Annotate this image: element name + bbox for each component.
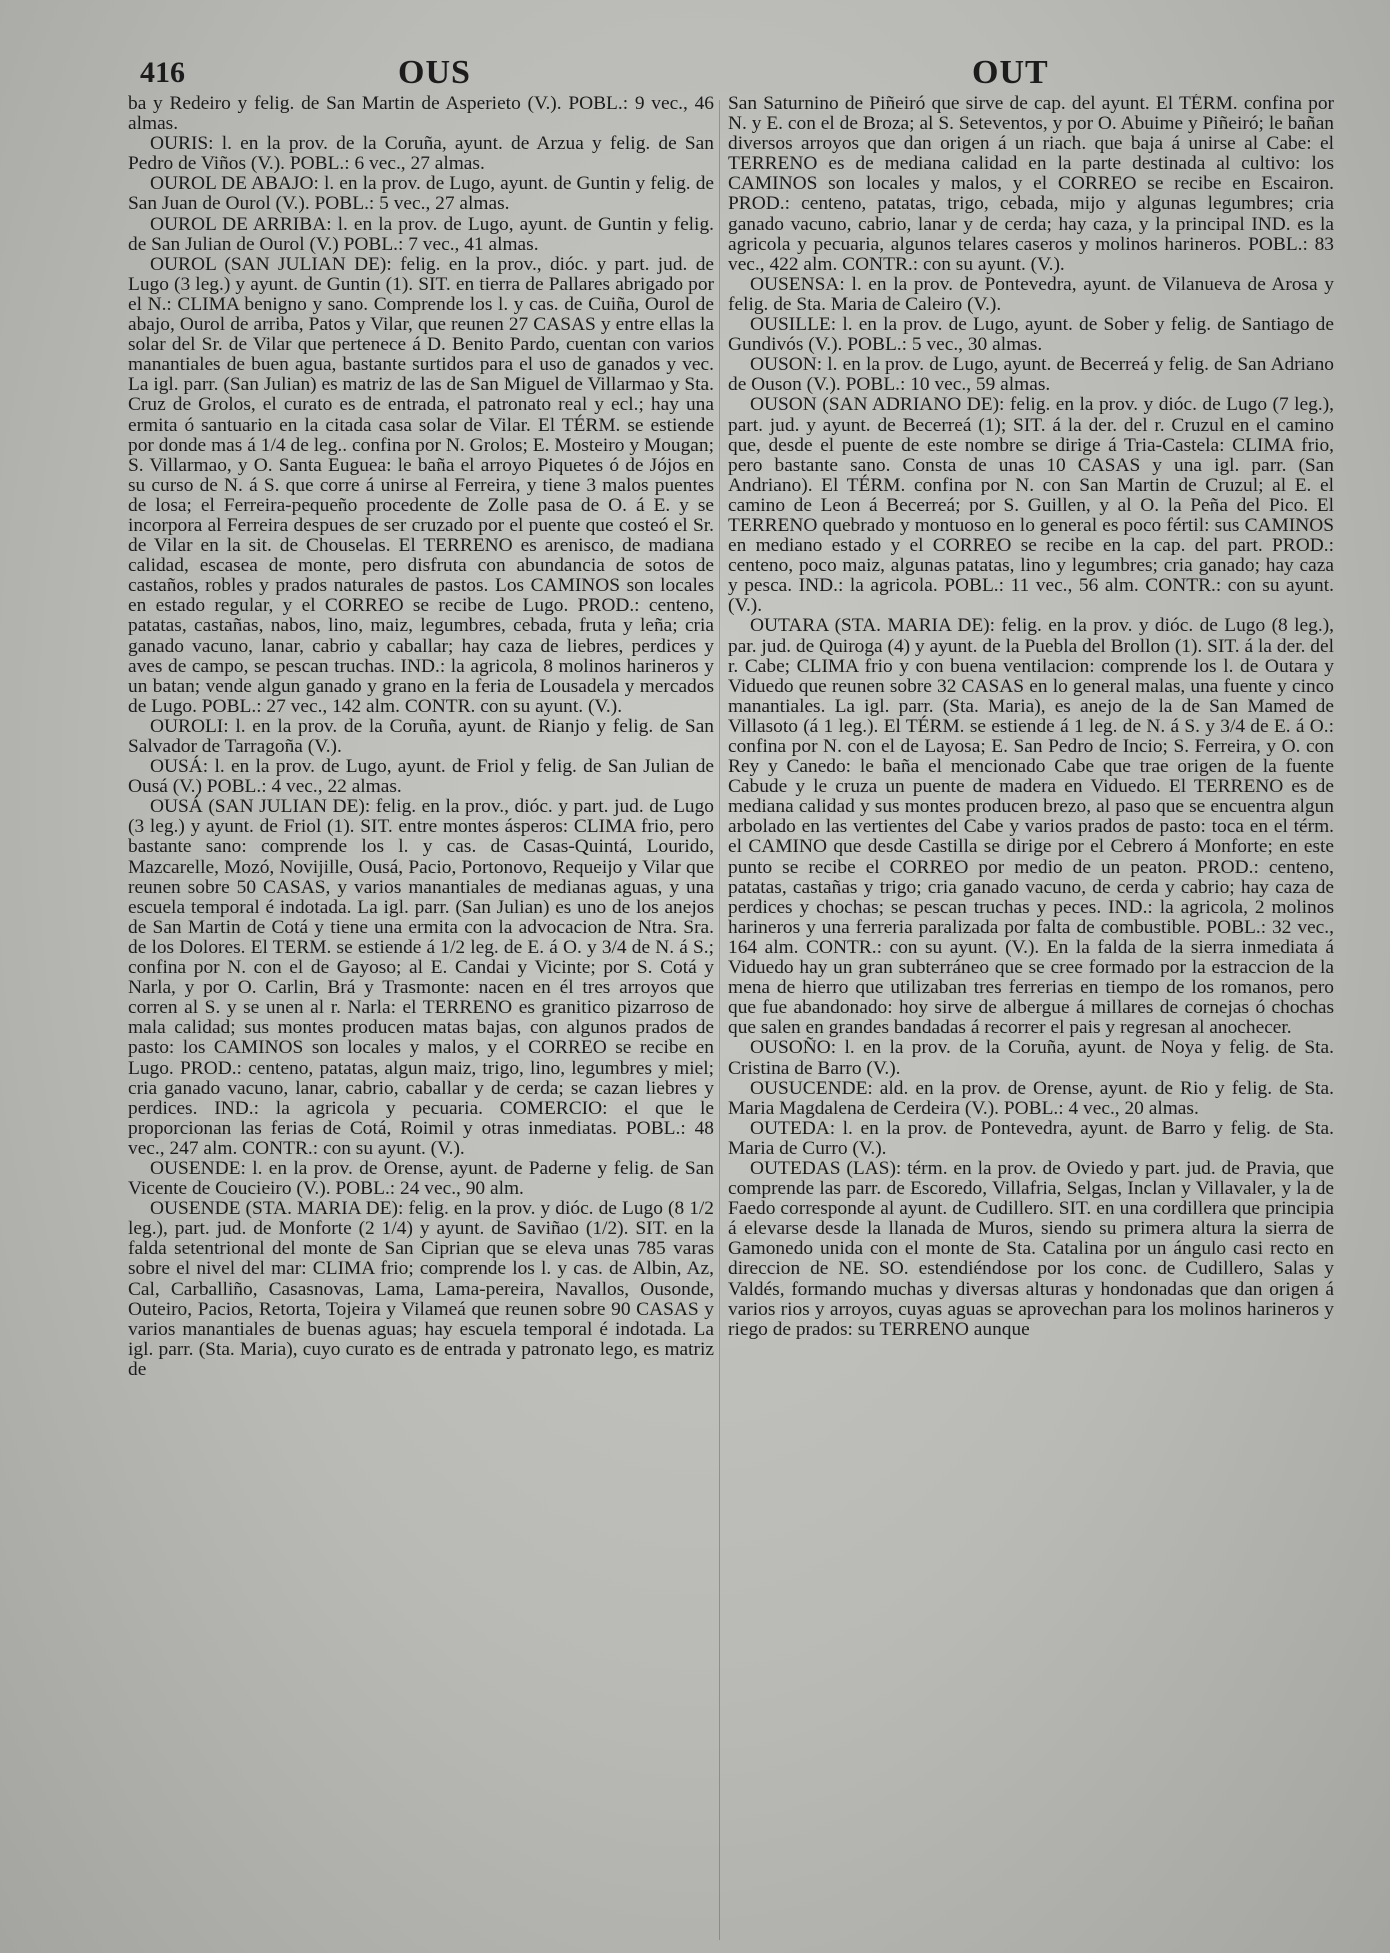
entry: OUTEDAS (LAS): térm. en la prov. de Oviedo y part. jud. de Pravia, que comprende las parr. de Escoredo, Villafria, Selgas, Inclan y Villavaler, y la de Faedo corresponde al ayunt. de Cudillero. SIT. en una cordillera que principia á elevarse desde la llanada de Muros, siendo su primera altura la sierra de Gamonedo unida con el monte de Sta. Catalina por un ángulo casi recto en direccion de NE. SO. estendiéndose por los conc. de Cudillero, Salas y Valdés, formando muchas y diversas alturas y hondonadas que dan origen á varios rios y arroyos, cuyas aguas se aprovechan para los molinos harineros y riego de prados: su TERRENO aunque: [728, 1157, 1334, 1340]
entry: OUSÁ: l. en la prov. de Lugo, ayunt. de Friol y felig. de San Julian de Ousá (V.) POBL.: 4 vec., 22 almas.: [128, 756, 714, 798]
entry: OUSON (SAN ADRIANO DE): felig. en la prov. y dióc. de Lugo (7 leg.), part. jud. y ayunt. de Becerreá (1); SIT. á la der. del r. Cruzul en el camino que, desde el puente de este nombre se dirige á Tria-Castela: CLIMA frio, pero bastante sano. Consta de unas 10 CASAS y una igl. parr. (San Andriano). El TÉRM. confina por N. con San Martin de Cruzul; al E. el camino de Leon á Becerreá; por S. Guillen, y al O. la Peña del Pico. El TERRENO quebrado y montuoso en lo general es poco fértil: sus CAMINOS en mediano estado y el CORREO se recibe en la cap. del part. PROD.: centeno, poco maiz, algunas patatas, lino y legumbres; cria ganado; hay caza y pesca. IND.: la agricola. POBL.: 11 vec., 56 alm. CONTR.: con su ayunt. (V.).: [728, 394, 1334, 617]
entry: OUSON: l. en la prov. de Lugo, ayunt. de Becerreá y felig. de San Adriano de Ouson (V.). POBL.: 10 vec., 59 almas.: [728, 354, 1334, 396]
entry: OUROL DE ABAJO: l. en la prov. de Lugo, ayunt. de Guntin y felig. de San Juan de Ourol (V.). POBL.: 5 vec., 27 almas.: [128, 173, 714, 215]
entry: OUTARA (STA. MARIA DE): felig. en la prov. y dióc. de Lugo (8 leg.), par. jud. de Quiroga (4) y ayunt. de la Puebla del Brollon (1). SIT. á la der. del r. Cabe; CLIMA frio y con buena ventilacion: comprende los l. de Outara y Viduedo que reunen sobre 32 CASAS en lo general malas, una fuente y cinco manantiales. La igl. parr. (Sta. Maria), es anejo de la de San Mamed de Villasoto (á 1 leg.). El TÉRM. se estiende á 1 leg. de N. á S. y 3/4 de E. á O.: confina por N. con el de Layosa; E. San Pedro de Incio; S. Ferreira, y O. con Rey y Canedo: le baña el mencionado Cabe que trae origen de la fuente Cabude y le cruza un puente de madera en Viduedo. El TERRENO es de mediana calidad y sus montes producen brezo, al paso que se encuentra algun arbolado en las vertientes del Cabe y varios prados de pasto: toca en el térm. el CAMINO que desde Castilla se dirige por el Cebrero á Monforte; en este punto se recibe el CORREO por medio de un peaton. PROD.: centeno, patatas, castañas y trigo; cria ganado vacuno, de cerda y cabrio; hay caza de perdices y chochas; se pescan truchas y peces. IND.: la agricola, 2 molinos harineros y una ferreria paralizada por falta de combustible. POBL.: 32 vec., 164 alm. CONTR.: con su ayunt. (V.). En la falda de la sierra inmediata á Viduedo hay un gran subterráneo que se cree formado por la estraccion de la mena de hierro que utilizaban tres ferrerias en tiempo de los romanos, pero que fue abandonado: hoy sirve de albergue á millares de cornejas ó chochas que salen en grandes bandadas á recorrer el pais y regresan al anochecer.: [728, 615, 1334, 1039]
entry: OURIS: l. en la prov. de la Coruña, ayunt. de Arzua y felig. de San Pedro de Viños (V.). POBL.: 6 vec., 27 almas.: [128, 133, 714, 175]
entry: OUSÁ (SAN JULIAN DE): felig. en la prov., dióc. y part. jud. de Lugo (3 leg.) y ayunt. de Friol (1). SIT. entre montes ásperos: CLIMA frio, pero bastante sano: comprende los l. y cas. de Casas-Quintá, Lourido, Mazcarelle, Mozó, Novijille, Ousá, Pacio, Portonovo, Requeijo y Vilar que reunen sobre 50 CASAS, y varios manantiales de medianas aguas, y una escuela temporal é indotada. La igl. parr. (San Julian) es uno de los anejos de San Martin de Cotá y tiene una ermita con la advocacion de Ntra. Sra. de los Dolores. El TERM. se estiende á 1/2 leg. de E. á O. y 3/4 de N. á S.; confina por N. con el de Gayoso; al E. Candai y Vicinte; por S. Cotá y Narla, y por O. Carlin, Brá y Trasmonte: nacen en él tres arroyos que corren al S. y se unen al r. Narla: el TERRENO es granitico pizarroso de mala calidad; sus montes producen matas bajas, con algunos prados de pasto: los CAMINOS son locales y malos, y el CORREO se recibe en Lugo. PROD.: centeno, patatas, algun maiz, trigo, lino, legumbres y miel; cria ganado vacuno, lanar, cabrio, caballar y de cerda; se cazan liebres y perdices. IND.: la agricola y pecuaria. COMERCIO: el que le proporcionan las ferias de Cotá, Roimil y otras inmediatas. POBL.: 48 vec., 247 alm. CONTR.: con su ayunt. (V.).: [128, 796, 714, 1159]
entry: OUROL (SAN JULIAN DE): felig. en la prov., dióc. y part. jud. de Lugo (3 leg.) y ayunt. de Guntin (1). SIT. en tierra de Pallares abrigado por el N.: CLIMA benigno y sano. Comprende los l. y cas. de Cuiña, Ourol de abajo, Ourol de arriba, Patos y Vilar, que reunen 27 CASAS y entre ellas la solar del Sr. de Vilar que pertenece á D. Benito Pardo, cuentan con varios manantiales de buen agua, bastante surtidos para el uso de ganados y vec. La igl. parr. (San Julian) es matriz de las de San Miguel de Villarmao y Sta. Cruz de Grolos, el curato es de entrada, el patronato real y ecl.; hay una ermita ó santuario en la citada casa solar de Vilar. El TÉRM. se estiende por donde mas á 1/4 de leg.. confina por N. Grolos; E. Mosteiro y Mougan; S. Villarmao, y O. Santa Euguea: le baña el arroyo Piquetes ó de Jójos en su curso de N. á S. que corre á unirse al Ferreira, y tiene 3 malos puentes de losa; el Ferreira-pequeño procedente de Zolle pasa de O. á E. y se incorpora al Ferreira despues de ser cruzado por el puente que costeó el Sr. de Vilar en la sit. de Chouselas. El TERRENO es arenisco, de madiana calidad, escasea de monte, pero disfruta con abundancia de sotos de castaños, robles y prados naturales de pastos. Los CAMINOS son locales en estado regular, y el CORREO se recibe de Lugo. PROD.: centeno, patatas, castañas, nabos, lino, maiz, legumbres, cebada, fruta y leña; cria ganado vacuno, lanar, cabrio y caballar; hay caza de liebres, perdices y aves de campo, se pescan truchas. IND.: la agricola, 8 molinos harineros y un batan; vende algun ganado y grano en la feria de Lousadela y mercados de Lugo. POBL.: 27 vec., 142 alm. CONTR. con su ayunt. (V.).: [128, 253, 714, 717]
entry: OUSOÑO: l. en la prov. de la Coruña, ayunt. de Noya y felig. de Sta. Cristina de Barro (V.).: [728, 1037, 1334, 1079]
entry: San Saturnino de Piñeiró que sirve de cap. del ayunt. El TÉRM. confina por N. y E. con el de Broza; al S. Seteventos, y por O. Abuime y Piñeiró; le bañan diversos arroyos que dan origen á un riach. que baja á unirse al Cabe: el TERRENO es de mediana calidad en la parte destinada al cultivo: los CAMINOS son locales y malos, y el CORREO se recibe en Escairon. PROD.: centeno, patatas, trigo, cebada, mijo y algunas legumbres; cria ganado vacuno, cabrio, lanar y de cerda; hay caza, y la principal IND. es la agricola y pecuaria, algunos telares caseros y molinos harineros. POBL.: 83 vec., 422 alm. CONTR.: con su ayunt. (V.).: [728, 94, 1334, 275]
page-header: [140, 52, 1330, 100]
entry: OUSENSA: l. en la prov. de Pontevedra, ayunt. de Vilanueva de Arosa y felig. de Sta. Maria de Caleiro (V.).: [728, 273, 1334, 315]
left-column: [128, 94, 714, 1944]
right-column: [728, 94, 1334, 1944]
page-number: 416: [140, 56, 185, 89]
entry: OUTEDA: l. en la prov. de Pontevedra, ayunt. de Barro y felig. de Sta. Maria de Curro (V.).: [728, 1117, 1334, 1159]
entry: OUROL DE ARRIBA: l. en la prov. de Lugo, ayunt. de Guntin y felig. de San Julian de Ourol (V.) POBL.: 7 vec., 41 almas.: [128, 213, 714, 255]
entry: OUSENDE: l. en la prov. de Orense, ayunt. de Paderne y felig. de San Vicente de Coucieiro (V.). POBL.: 24 vec., 90 alm.: [128, 1157, 714, 1200]
entry: ba y Redeiro y felig. de San Martin de Asperieto (V.). POBL.: 9 vec., 46 almas.: [128, 94, 714, 135]
left-running-head: OUS: [398, 54, 471, 91]
column-rule: [719, 100, 720, 1940]
entry: OUROLI: l. en la prov. de la Coruña, ayunt. de Rianjo y felig. de San Salvador de Tarragoña (V.).: [128, 715, 714, 757]
entry: OUSILLE: l. en la prov. de Lugo, ayunt. de Sober y felig. de Santiago de Gundivós (V.). POBL.: 5 vec., 30 almas.: [728, 314, 1334, 356]
entry: OUSENDE (STA. MARIA DE): felig. en la prov. y dióc. de Lugo (8 1/2 leg.), part. jud. de Monforte (2 1/4) y ayunt. de Saviñao (1/2). SIT. en la falda setentrional del monte de San Ciprian que se eleva unas 785 varas sobre el nivel del mar: CLIMA frio; comprende los l. y cas. de Albin, Az, Cal, Carballiño, Casasnovas, Lama, Lama-pereira, Navallos, Ousonde, Outeiro, Pacios, Retorta, Tojeira y Vilameá que reunen sobre 90 CASAS y varios manantiales de buenas aguas; hay escuela temporal é indotada. La igl. parr. (Sta. Maria), cuyo curato es de entrada y patronato lego, es matriz de: [128, 1198, 714, 1380]
right-running-head: OUT: [972, 54, 1049, 91]
entry: OUSUCENDE: ald. en la prov. de Orense, ayunt. de Rio y felig. de Sta. Maria Magdalena de Cerdeira (V.). POBL.: 4 vec., 20 almas.: [728, 1077, 1334, 1119]
